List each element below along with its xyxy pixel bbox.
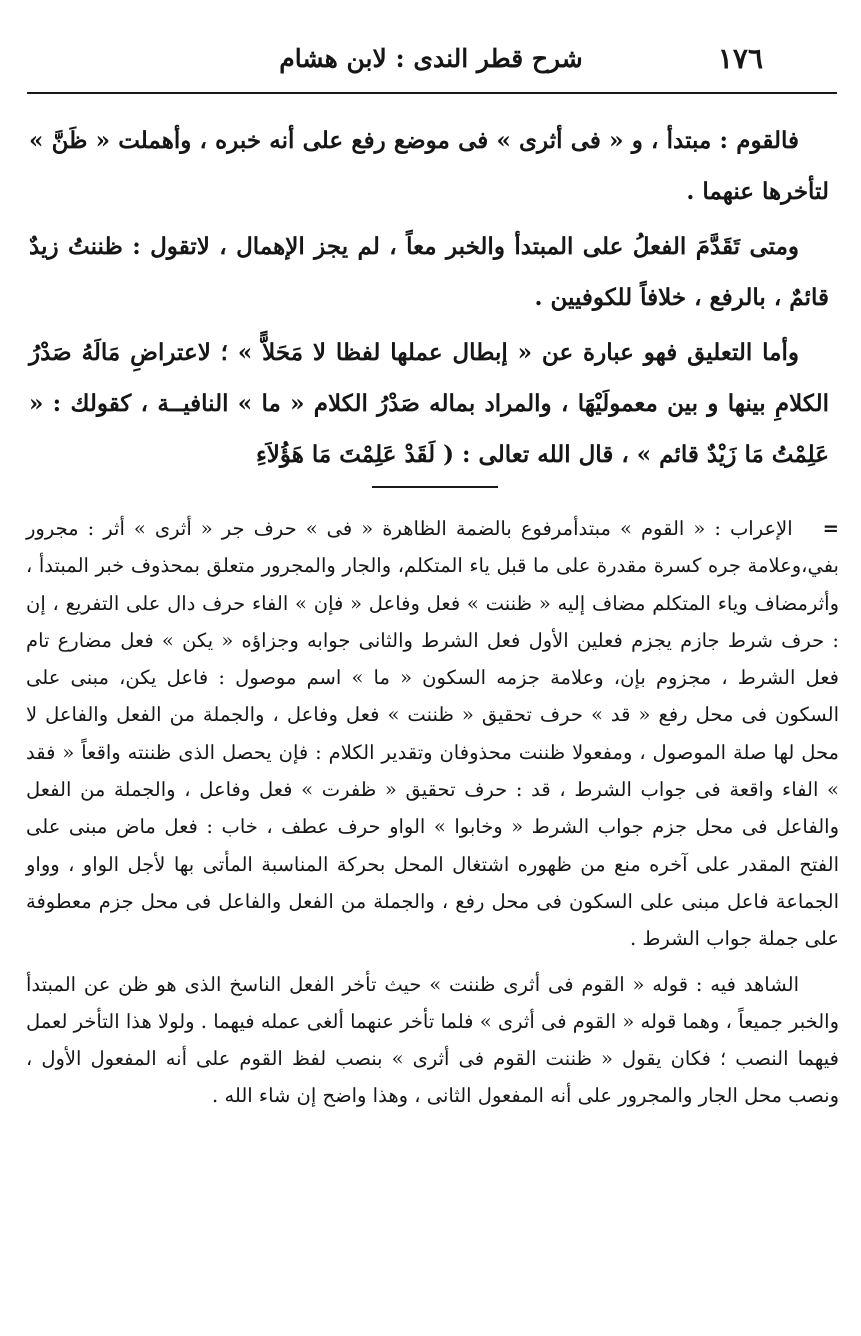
main-paragraph: ومتى تَقَدَّمَ الفعلُ على المبتدأ والخبر معاً ، لم يجز الإهمال ، لاتقول : ظننتُ زيدٌ قائمٌ ، بالرفع ، خلافاً للكوفيين . [29, 233, 829, 311]
shahid-note: الشاهد فيه : قوله « القوم فى أثرى ظننت » حيث تأخر الفعل الناسخ الذى هو ظن عن المبتدأ والخبر جميعاً ، وهما قوله « القوم فى أثرى » فلما تأخر عنهما ألغى عمله فيهما . ولولا هذا التأخر لعمل فيهما النصب ؛ فكان يقول « ظننت القوم فى أثرى » بنصب لفظ القوم على أنه المفعول الأول ، ونصب محل الجار والمجرور على أنه المفعول الثانى ، وهذا واضح إن شاء الله . [26, 972, 839, 1108]
page-number: ١٧٦ [717, 42, 763, 75]
main-paragraph: وأما التعليق فهو عبارة عن « إبطال عملها لفظا لا مَحَلاًّ » ؛ لاعتراضِ مَالَهُ صَدْرُ الكلامِ بينها و بين معمولَيْهَا ، والمراد بماله صَدْرُ الكلام « ما » النافيــة ، كقولك : « عَلِمْتُ مَا زَيْدٌ قائم » ، قال الله تعالى : ( لَقَدْ عَلِمْتَ مَا هَؤُلاَءِ [29, 339, 829, 468]
header-rule [27, 92, 837, 94]
footnotes [26, 510, 839, 1115]
main-paragraph: فالقوم : مبتدأ ، و « فى أثرى » فى موضع رفع على أنه خبره ، وأهملت « ظَنَّ » لتأخرها عنهما . [29, 127, 829, 205]
i3rab-note [26, 510, 839, 958]
continuation-marker: = [822, 517, 839, 540]
i3rab-text: الإعراب : « القوم » مبتدأمرفوع بالضمة الظاهرة « فى » حرف جر « أثرى » أثر : مجرور بفي،وعلامة جره كسرة مقدرة على ما قبل ياء المتكلم، والجار والمجرور متعلق بمحذوف خبر المبتدأ ، وأثرمضاف وياء المتكلم مضاف إليه « ظننت » فعل وفاعل « فإن » الفاء حرف دال على التفريع ، إن : حرف شرط جازم يجزم فعلين الأول فعل الشرط والثانى جوابه وجزاؤه « يكن » فعل مضارع تام فعل الشرط ، مجزوم بإن، وعلامة جزمه السكون « ما » اسم موصول : فاعل يكن، مبنى على السكون فى محل رفع « قد » حرف تحقيق « ظننت » فعل وفاعل ، والجملة من الفعل والفاعل لا محل لها صلة الموصول ، ومفعولا ظننت محذوفان وتقدير الكلام : فإن يحصل الذى ظننته واقعاً « فقد » الفاء واقعة فى جواب الشرط ، قد : حرف تحقيق « ظفرت » فعل وفاعل ، والجملة من الفعل والفاعل فى محل جزم جواب الشرط « وخابوا » الواو حرف عطف ، خاب : فعل ماض مبنى على الفتح المقدر على آخره منع من ظهوره اشتغال المحل بحركة المناسبة المأتى بها لأجل الواو ، وواو الجماعة فاعل مبنى على السكون فى محل رفع ، والجملة من الفعل والفاعل فى محل جزم معطوفة على جملة جواب الشرط . [26, 517, 839, 951]
footnote-separator [372, 486, 498, 488]
page-header [25, 40, 837, 86]
main-text [29, 115, 829, 480]
running-title: شرح قطر الندى : لابن هشام [279, 44, 583, 73]
